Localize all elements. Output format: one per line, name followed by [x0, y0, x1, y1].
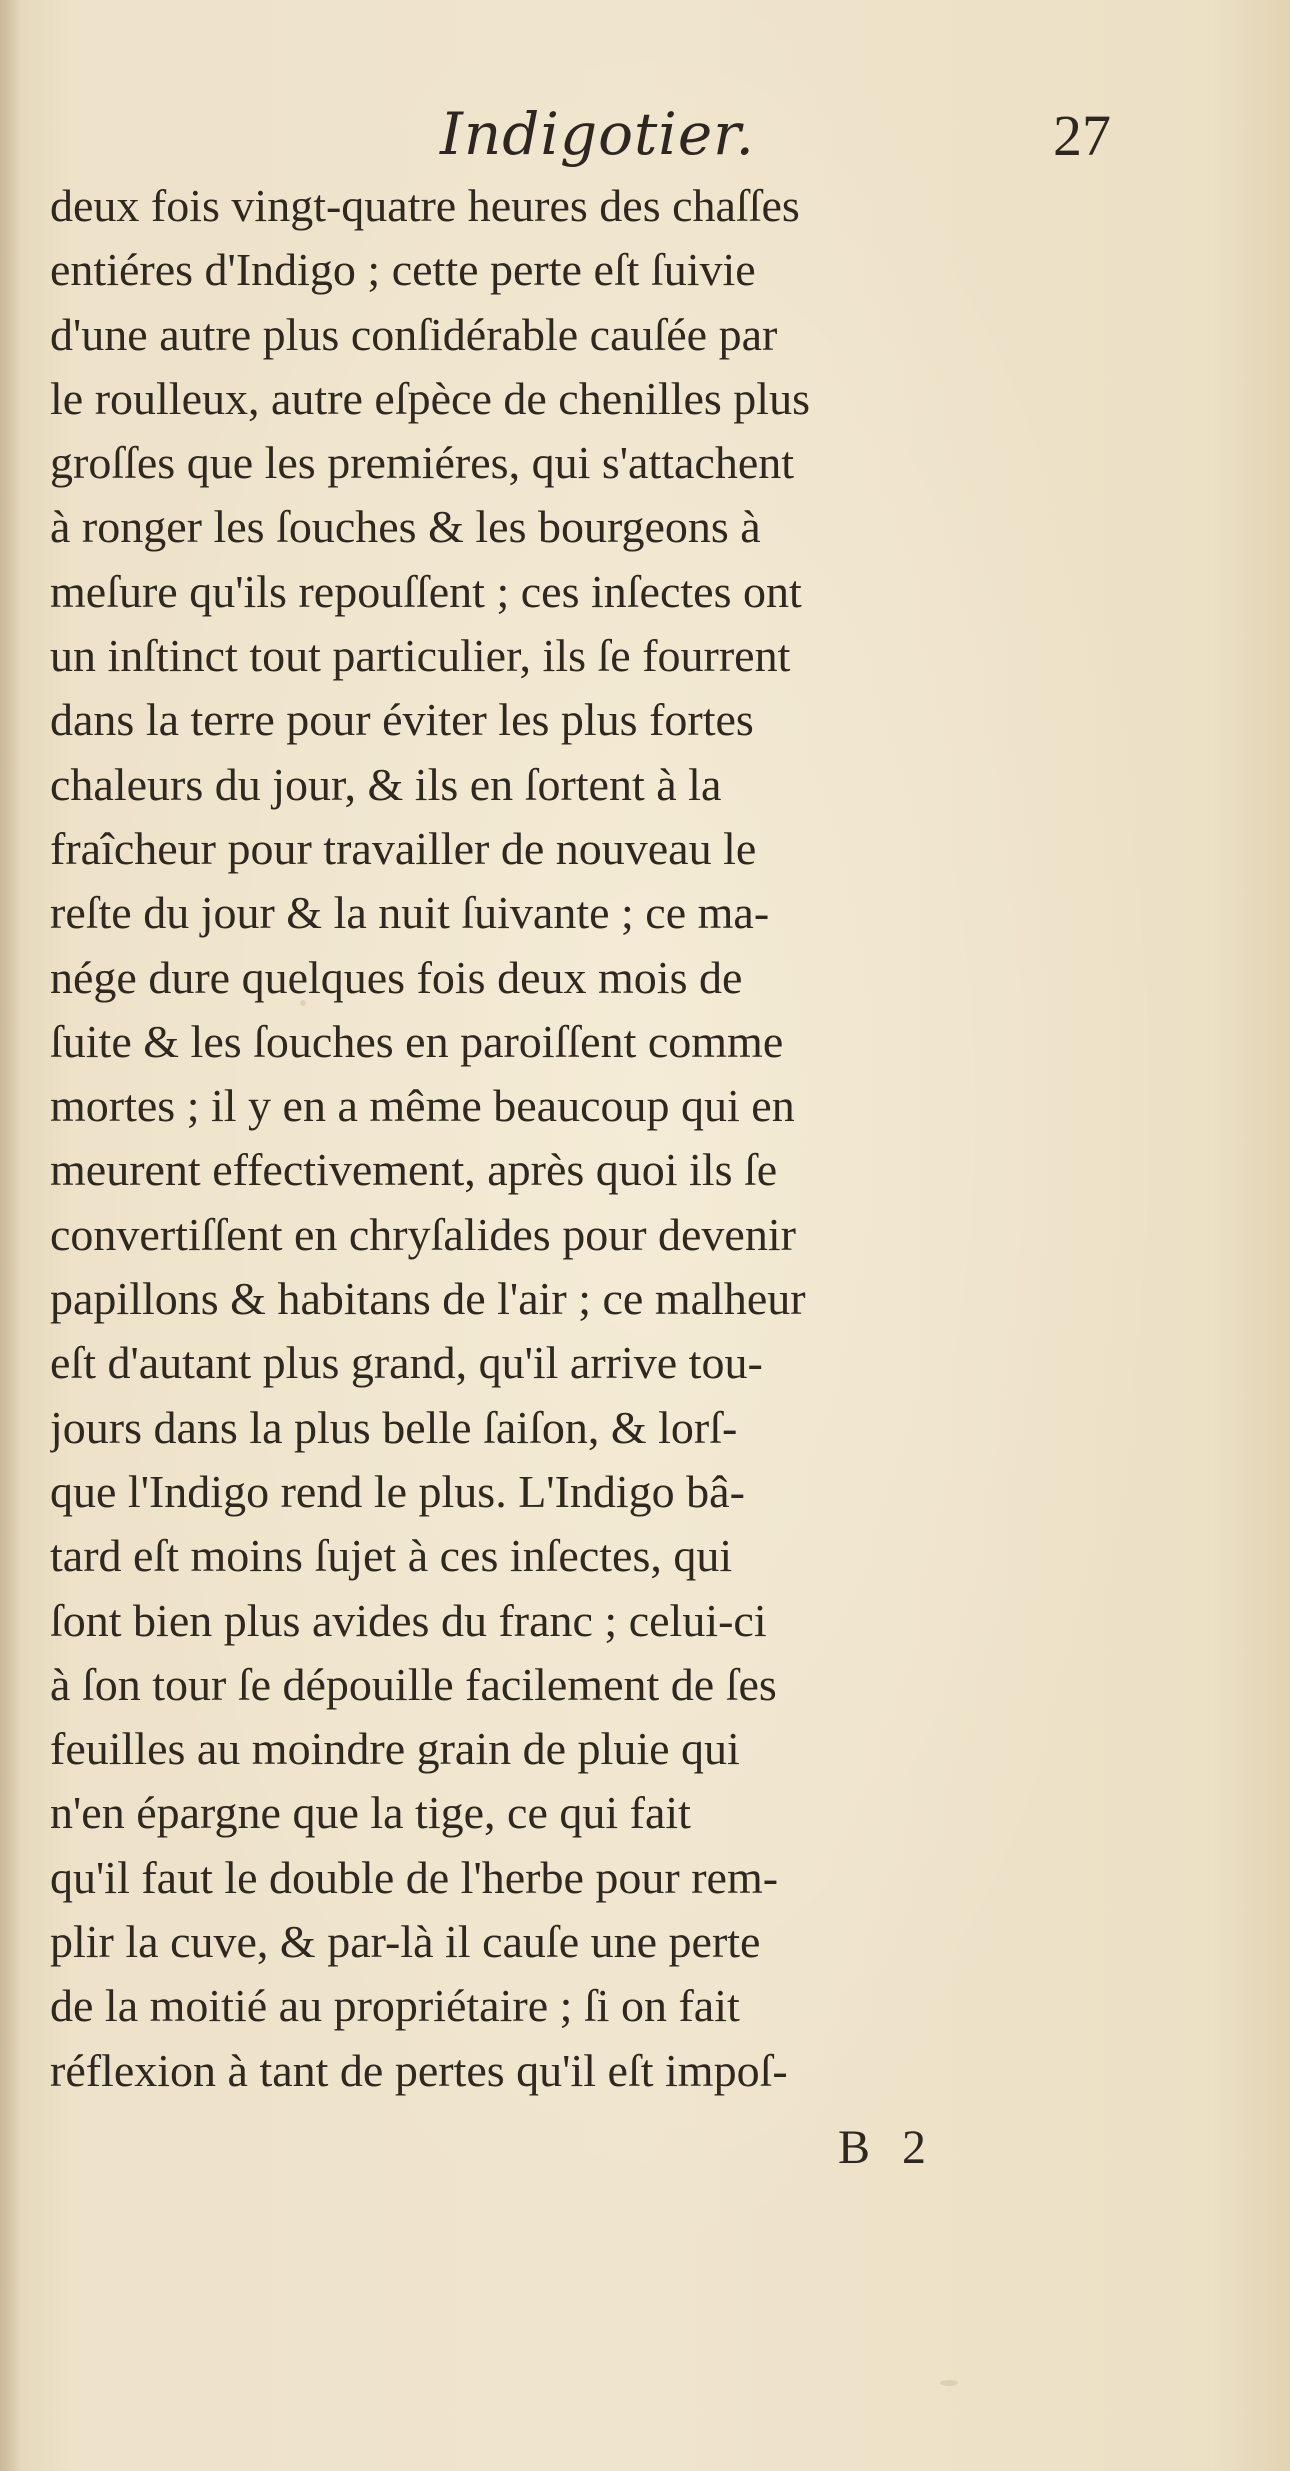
text-line: n'en épargne que la tige, ce qui fait — [50, 1787, 691, 1839]
text-line: meurent effectivement, après quoi ils ſe — [50, 1144, 778, 1196]
text-line: convertiſſent en chryſalides pour devenir — [50, 1208, 796, 1260]
text-line: meſure qu'ils repouſſent ; ces inſectes ont — [50, 565, 802, 617]
page-header — [0, 90, 1290, 180]
text-line: papillons & habitans de l'air ; ce malheur — [50, 1273, 806, 1325]
text-line: à ronger les ſouches & les bourgeons à — [50, 501, 761, 553]
text-line: ſuite & les ſouches en paroiſſent comme — [50, 1015, 784, 1067]
text-line: deux fois vingt-quatre heures des chaſſes — [50, 180, 800, 231]
text-line: feuilles au moindre grain de pluie qui — [50, 1723, 740, 1775]
text-line: d'une autre plus conſidérable cauſée par — [50, 308, 778, 360]
text-line: ſont bien plus avides du franc ; celui-ci — [50, 1594, 767, 1646]
text-line: qu'il faut le double de l'herbe pour rem- — [50, 1851, 779, 1903]
text-line: réflexion à tant de pertes qu'il eſt impoſ- — [50, 2044, 788, 2096]
text-line: groſſes que les premiéres, qui s'attachent — [50, 437, 795, 489]
text-line: dans la terre pour éviter les plus fortes — [50, 694, 754, 746]
foxing-spot — [940, 2380, 958, 2386]
text-line: le roulleux, autre eſpèce de chenilles plus — [50, 372, 810, 424]
text-line: chaleurs du jour, & ils en ſortent à la — [50, 758, 722, 810]
gutter-shadow — [0, 0, 22, 2471]
running-title: Indigotier. — [440, 100, 755, 168]
text-line: que l'Indigo rend le plus. L'Indigo bâ- — [50, 1465, 745, 1517]
text-line: fraîcheur pour travailler de nouveau le — [50, 822, 757, 874]
page-number: 27 — [1053, 103, 1111, 168]
text-line: nége dure quelques fois deux mois de — [50, 951, 743, 1003]
text-line: tard eſt moins ſujet à ces inſectes, qui — [50, 1530, 733, 1582]
body-text — [50, 174, 1125, 2103]
text-line: reſte du jour & la nuit ſuivante ; ce ma- — [50, 887, 770, 939]
signature-mark: B 2 — [838, 2121, 937, 2174]
text-line: mortes ; il y en a même beaucoup qui en — [50, 1080, 795, 1132]
text-line: eſt d'autant plus grand, qu'il arrive tou- — [50, 1337, 763, 1389]
text-line: plir la cuve, & par-là il cauſe une perte — [50, 1916, 761, 1968]
text-line: un inſtinct tout particulier, ils ſe fourrent — [50, 630, 791, 682]
text-line: jours dans la plus belle ſaiſon, & lorſ- — [50, 1401, 738, 1453]
text-line: de la moitié au propriétaire ; ſi on fait — [50, 1980, 740, 2032]
text-line: à ſon tour ſe dépouille facilement de ſes — [50, 1658, 777, 1710]
text-line: entiéres d'Indigo ; cette perte eſt ſuivie — [50, 244, 756, 296]
